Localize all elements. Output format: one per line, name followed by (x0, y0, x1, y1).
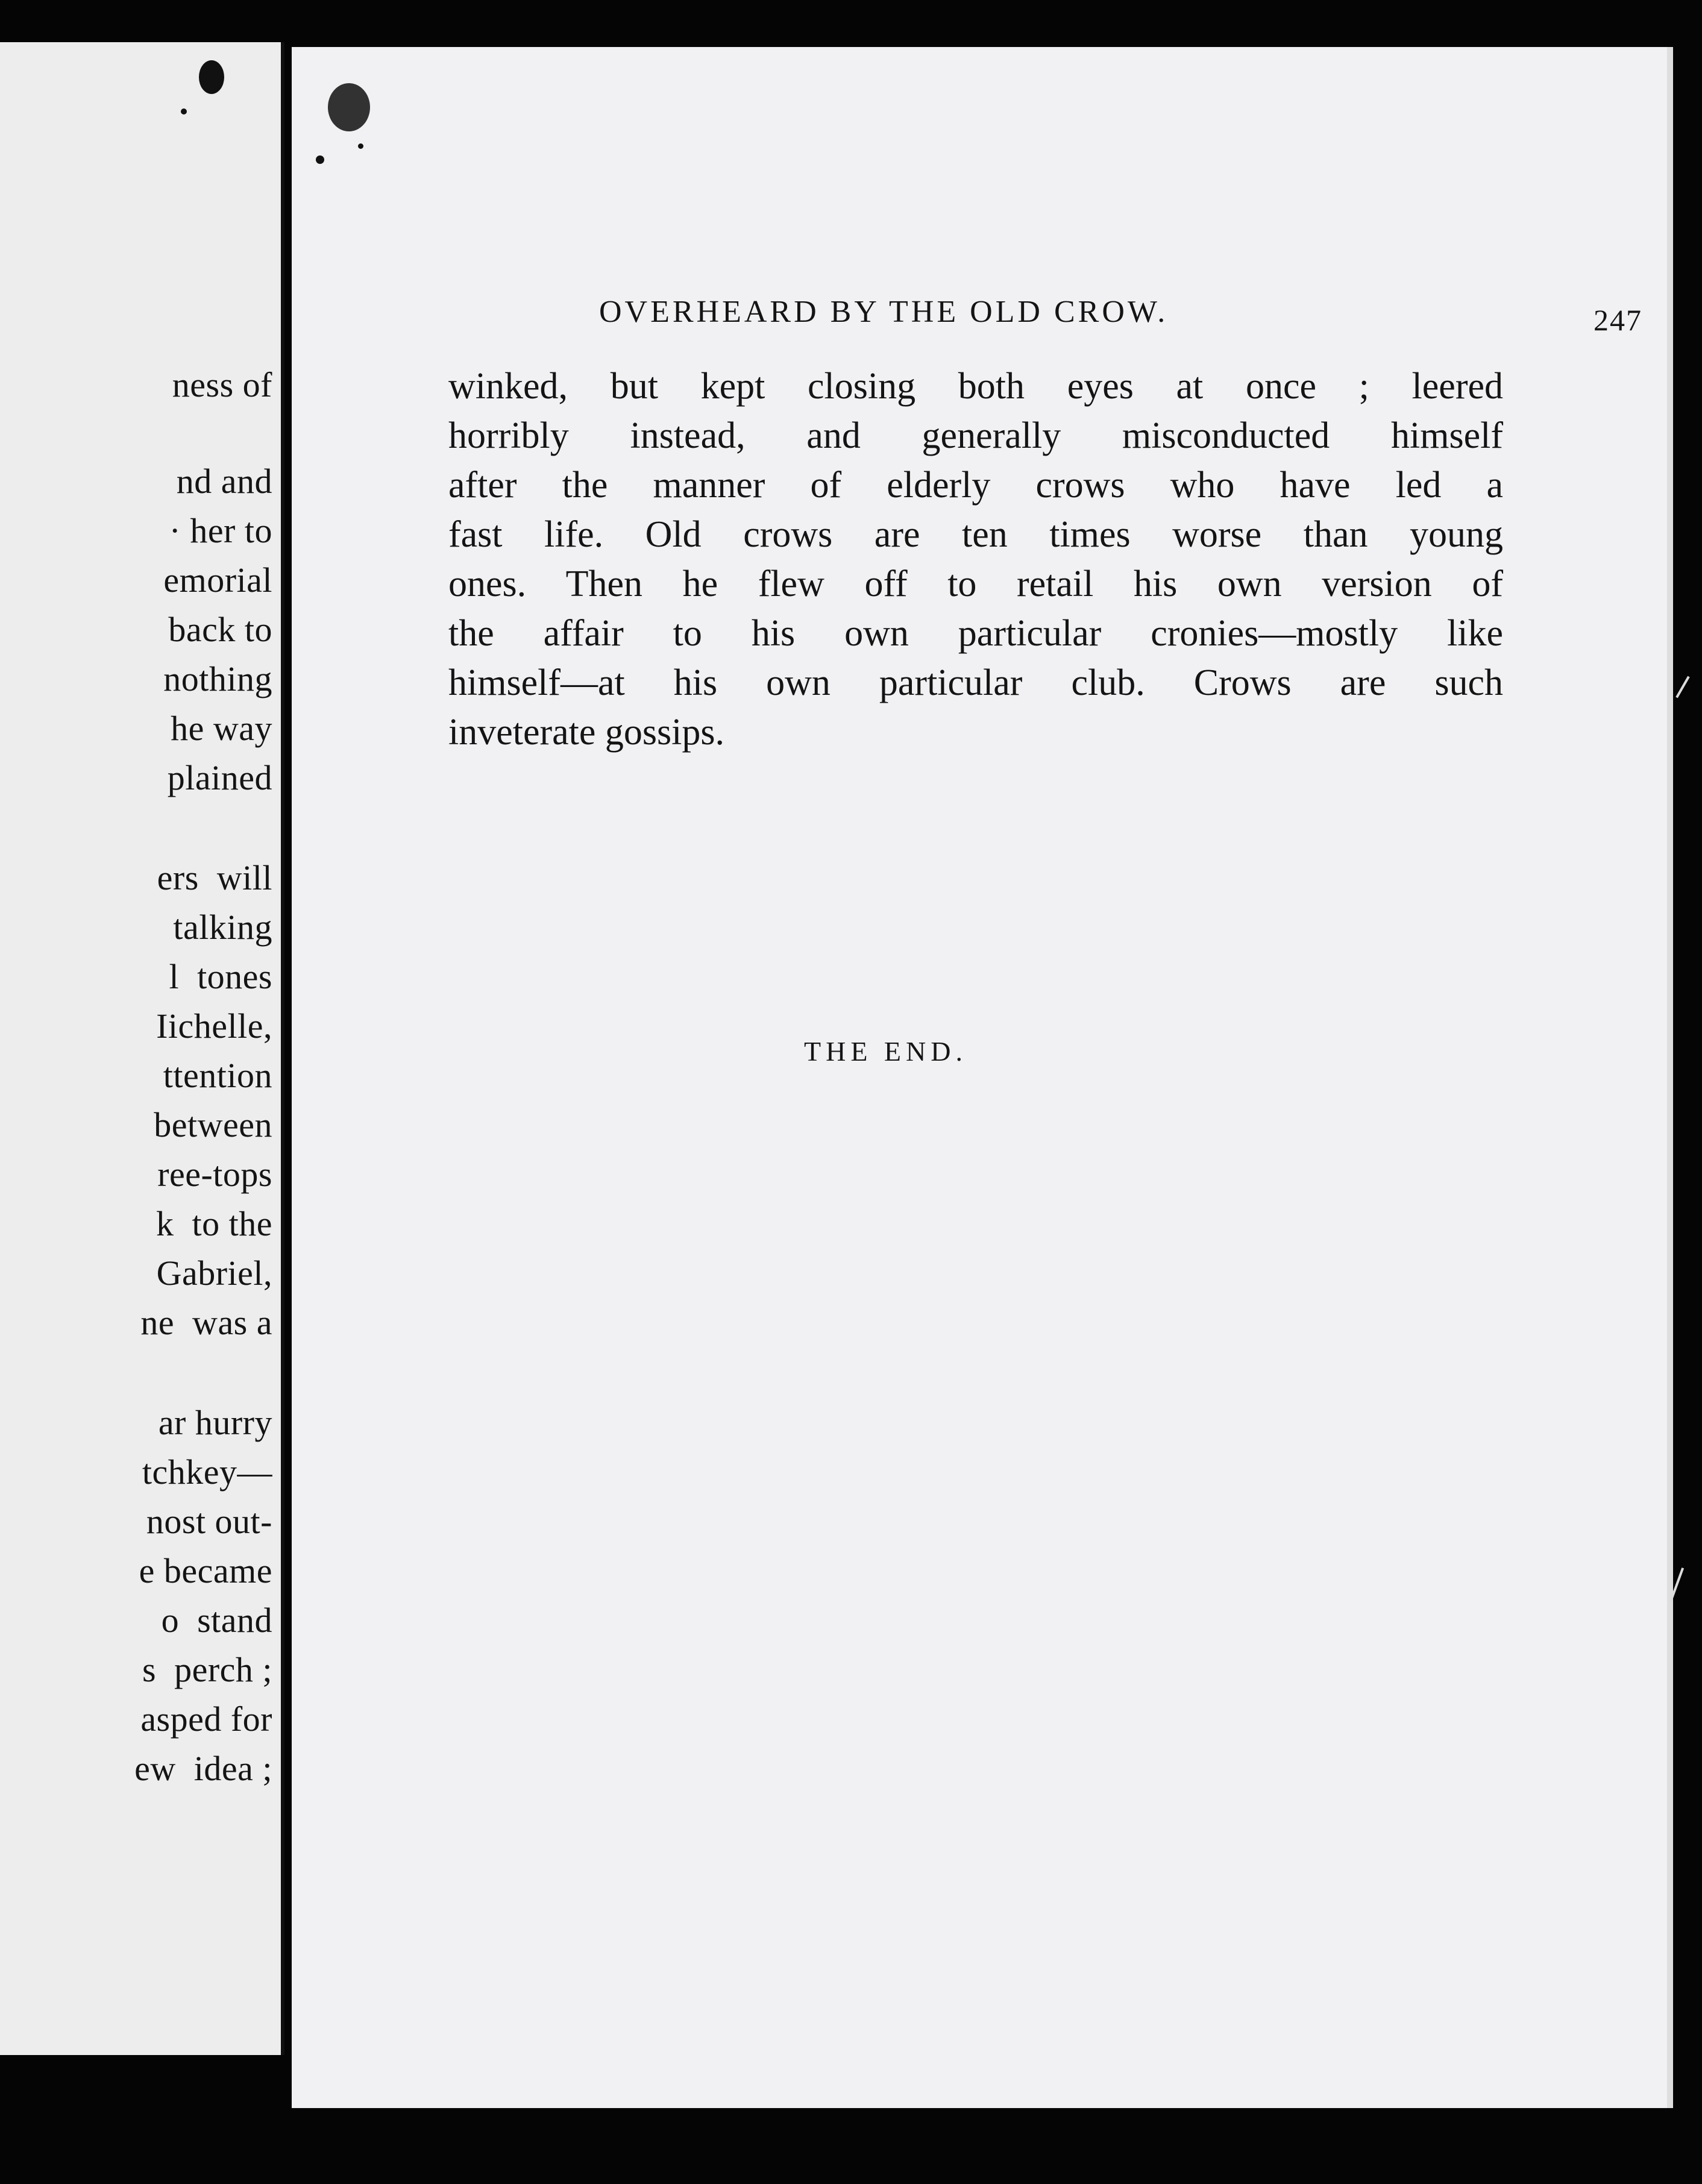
end-mark: THE END. (804, 1036, 967, 1067)
left-page-line: asped for (140, 1699, 272, 1739)
left-page-line: between (154, 1105, 272, 1144)
left-page-line: ar hurry (158, 1403, 272, 1442)
left-page-line: nost out- (146, 1502, 272, 1541)
left-page-line: talking (173, 908, 272, 947)
left-page-line: nd and (176, 462, 272, 501)
left-page-line: k to the (156, 1204, 272, 1243)
ink-speck (181, 108, 187, 115)
left-page-line: ne was a (140, 1303, 272, 1342)
left-page-line: ew idea ; (134, 1749, 272, 1788)
left-page-line: ers will (157, 858, 272, 897)
body-text-line: horribly instead, and generally misconducted himself (448, 415, 1503, 456)
body-text-line: ones. Then he flew off to retail his own version of (448, 563, 1503, 604)
body-text (448, 362, 1503, 757)
body-text-line: after the manner of elderly crows who have led a (448, 465, 1503, 506)
current-page (292, 47, 1673, 2108)
left-page-line: emorial (163, 560, 272, 600)
left-page-line: tchkey— (142, 1452, 272, 1492)
left-page-line: ttention (163, 1056, 272, 1095)
left-facing-page (0, 42, 284, 2055)
ink-speck (358, 143, 363, 149)
left-page-line: ness of (172, 365, 272, 404)
body-text-line: fast life. Old crows are ten times worse than young (448, 514, 1503, 555)
page-header (599, 288, 1642, 342)
body-text-line: inveterate gossips. (448, 712, 725, 753)
ink-blot (328, 83, 370, 131)
left-page-line: back to (168, 610, 272, 649)
left-page-line: plained (167, 758, 272, 797)
left-page-line: o stand (161, 1601, 272, 1640)
body-text-line: himself—at his own particular club. Crows are such (448, 662, 1503, 703)
left-page-line: s perch ; (142, 1650, 272, 1689)
left-page-line: ree-tops (157, 1155, 272, 1194)
page-number: 247 (1594, 303, 1642, 337)
ink-speck (316, 155, 324, 164)
left-page-line: · her to (169, 511, 272, 550)
left-page-line: Iichelle, (156, 1006, 272, 1046)
ink-blot (199, 60, 224, 94)
body-text-line: the affair to his own particular cronies—mostly like (448, 613, 1503, 654)
running-head: OVERHEARD BY THE OLD CROW. (599, 295, 1169, 329)
left-page-line: he way (171, 709, 272, 748)
body-text-line: winked, but kept closing both eyes at once ; leered (448, 366, 1503, 407)
left-page-line: e became (139, 1551, 272, 1590)
left-page-text (0, 42, 281, 2055)
left-page-line: nothing (163, 659, 272, 698)
scanner-scratch (1675, 676, 1689, 698)
left-page-line: Gabriel, (156, 1254, 272, 1293)
left-page-line: l tones (169, 957, 272, 996)
